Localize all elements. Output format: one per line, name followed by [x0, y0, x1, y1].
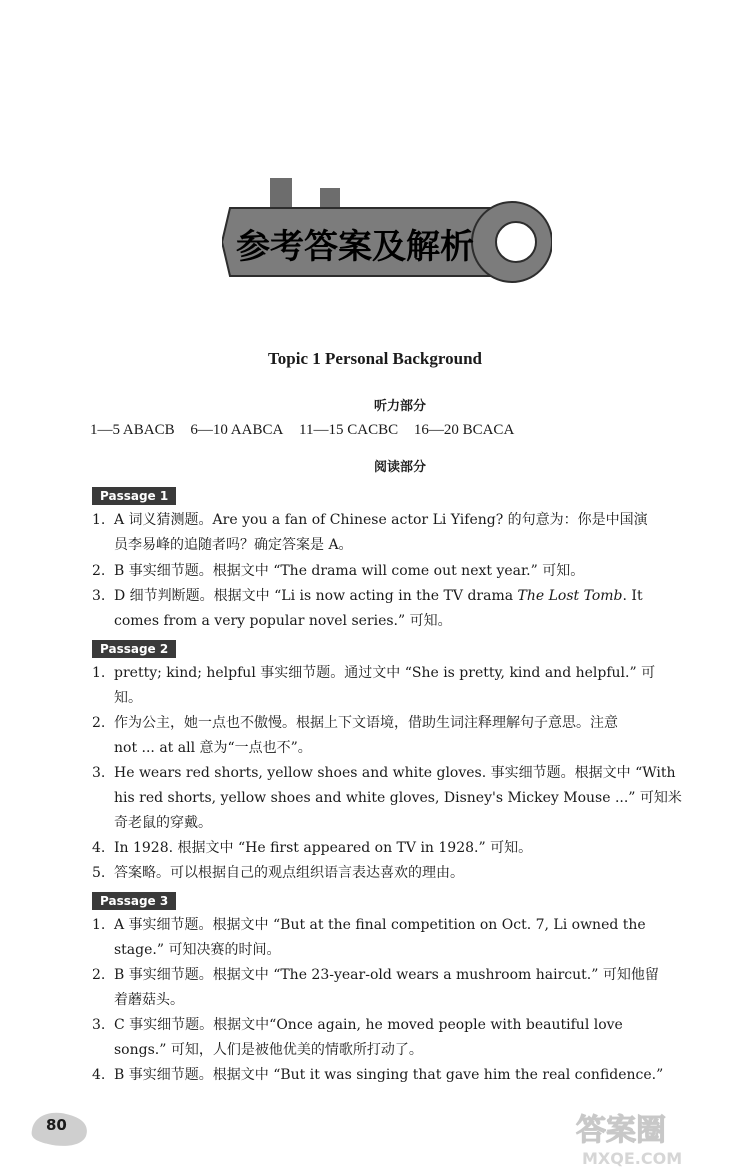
- listening-answers: [90, 422, 526, 439]
- item-line: A 词义猜测题。Are you a fan of Chinese actor Li Yifeng? 的句意为：你是中国演: [114, 512, 648, 528]
- section-heading-listening: 听力部分: [373, 399, 426, 414]
- svg-text:答案圈: 答案圈: [576, 1113, 666, 1148]
- item-number: 5.: [92, 865, 106, 881]
- title-italic: The Lost Tomb: [517, 588, 623, 604]
- item-line: . It: [622, 588, 643, 604]
- banner-title: 参考答案及解析: [236, 227, 474, 267]
- item-line: B 事实细节题。根据文中 “The 23-year-old wears a mushroom haircut.” 可知他留: [114, 967, 659, 983]
- item-line: pretty; kind; helpful 事实细节题。通过文中 “She is pretty, kind and helpful.” 可: [114, 665, 656, 681]
- page-number: 80: [46, 1116, 67, 1134]
- answer-group: 1—5 ABACB: [90, 422, 175, 438]
- topic-title: Topic 1 Personal Background: [268, 349, 482, 368]
- item-number: 1.: [92, 917, 106, 933]
- item-number: 2.: [92, 563, 106, 579]
- item-line: He wears red shorts, yellow shoes and white gloves. 事实细节题。根据文中 “With: [114, 765, 676, 781]
- item-line: not ... at all 意为“一点也不”。: [114, 740, 312, 756]
- item-line: A 事实细节题。根据文中 “But at the final competition on Oct. 7, Li owned the: [114, 917, 646, 933]
- item-number: 4.: [92, 1067, 106, 1083]
- answer-item: [92, 584, 717, 634]
- item-number: 3.: [92, 1017, 106, 1033]
- item-number: 1.: [92, 512, 106, 528]
- passage-label: Passage 2: [92, 640, 176, 658]
- answer-item: [92, 963, 717, 1013]
- section-heading-reading: 阅读部分: [373, 460, 426, 475]
- answer-item: [92, 761, 717, 836]
- item-line: his red shorts, yellow shoes and white gloves, Disney's Mickey Mouse ...” 可知米: [114, 790, 682, 806]
- svg-text:MXQE.COM: MXQE.COM: [582, 1149, 683, 1168]
- answer-group: 11—15 CACBC: [299, 422, 399, 438]
- answer-item: [92, 711, 717, 761]
- item-number: 3.: [92, 765, 106, 781]
- item-line: 作为公主，她一点也不傲慢。根据上下文语境，借助生词注释理解句子意思。注意: [114, 715, 618, 731]
- item-line: songs.” 可知，人们是被他优美的情歌所打动了。: [114, 1042, 423, 1058]
- item-number: 1.: [92, 665, 106, 681]
- watermark-logo: [572, 1108, 742, 1168]
- item-number: 4.: [92, 840, 106, 856]
- item-number: 2.: [92, 715, 106, 731]
- item-line: comes from a very popular novel series.” 可知。: [114, 613, 452, 629]
- answer-item: [92, 913, 717, 963]
- key-banner: [222, 178, 552, 303]
- item-line: 知。: [114, 690, 142, 706]
- item-line: 答案略。可以根据自己的观点组织语言表达喜欢的理由。: [114, 865, 464, 881]
- item-number: 2.: [92, 967, 106, 983]
- item-line: 奇老鼠的穿戴。: [114, 815, 212, 831]
- answer-item: [92, 508, 717, 558]
- answer-item: [92, 836, 717, 861]
- item-line: In 1928. 根据文中 “He first appeared on TV in 1928.” 可知。: [114, 840, 533, 856]
- item-line: 员李易峰的追随者吗？确定答案是 A。: [114, 537, 353, 553]
- answer-item: [92, 661, 717, 711]
- item-line: C 事实细节题。根据文中“Once again, he moved people with beautiful love: [114, 1017, 623, 1033]
- item-line: 着蘑菇头。: [114, 992, 184, 1008]
- item-line: D 细节判断题。根据文中 “Li is now acting in the TV drama: [114, 588, 518, 604]
- answer-item: [92, 559, 717, 584]
- answer-group: 6—10 AABCA: [190, 422, 284, 438]
- answer-group: 16—20 BCACA: [413, 422, 515, 438]
- item-line: B 事实细节题。根据文中 “But it was singing that gave him the real confidence.”: [114, 1067, 664, 1083]
- item-line: B 事实细节题。根据文中 “The drama will come out next year.” 可知。: [114, 563, 585, 579]
- item-number: 3.: [92, 588, 106, 604]
- answer-item: [92, 1063, 717, 1088]
- answer-item: [92, 861, 717, 886]
- item-line: stage.” 可知决赛的时间。: [114, 942, 281, 958]
- passage-label: Passage 3: [92, 892, 176, 910]
- answer-item: [92, 1013, 717, 1063]
- passage-label: Passage 1: [92, 487, 176, 505]
